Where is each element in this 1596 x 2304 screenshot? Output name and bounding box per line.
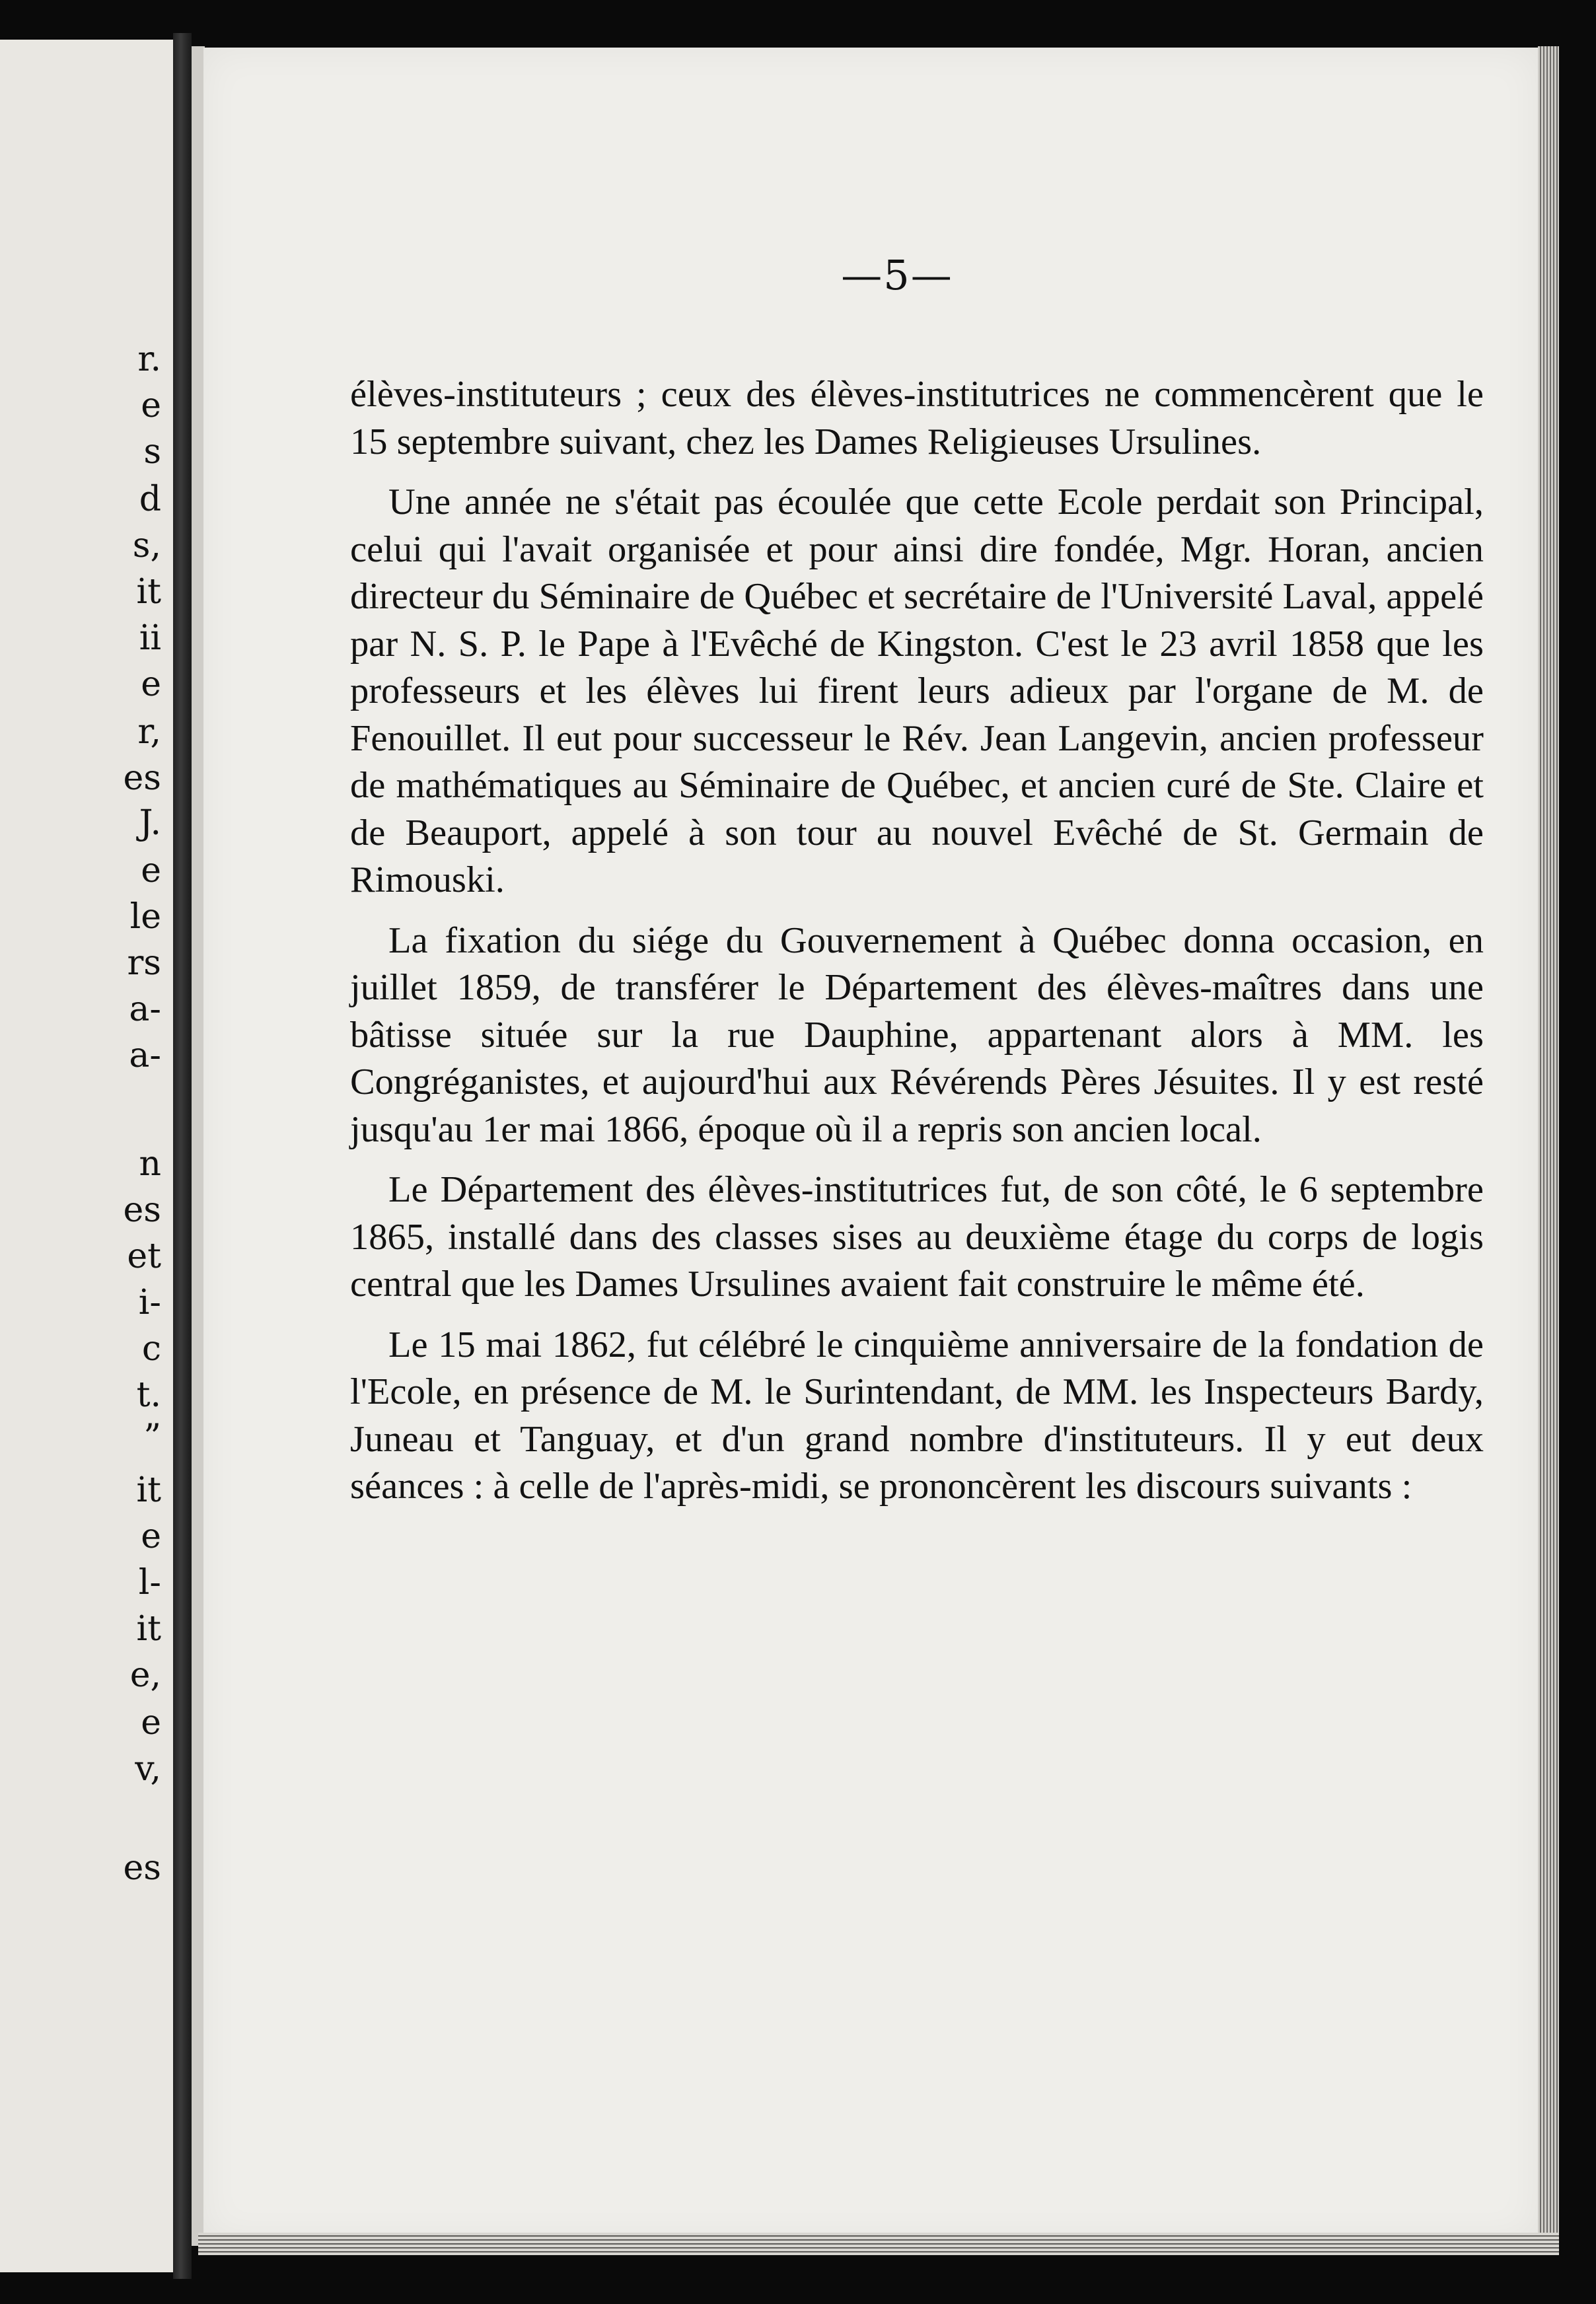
left-fragment: r,: [137, 712, 161, 752]
book-page: [203, 48, 1538, 2241]
left-fragment: ”: [143, 1418, 161, 1457]
book-gutter: [173, 33, 192, 2279]
paragraph: Le Département des élèves-institutrices fut, de son côté, le 6 septembre 1865, installé dans des classes sises au deuxième étage du corps de logis central que les Dames Ursulines avaient fait construire le même été.: [350, 1169, 1484, 1305]
left-fragment: ii: [139, 618, 161, 658]
left-fragment: d: [139, 480, 161, 519]
left-fragment: it: [136, 572, 161, 612]
left-fragment: e,: [129, 1655, 161, 1695]
page-number: —5—: [841, 251, 953, 299]
left-fragment: es: [123, 758, 161, 798]
left-fragment: i-: [138, 1283, 161, 1322]
left-fragment: it: [136, 1609, 161, 1649]
paragraph: Le 15 mai 1862, fut célébré le cinquième anniversaire de la fondation de l'Ecole, en présence de M. le Surintendant, de MM. les Inspecteurs Bardy, Juneau et Tanguay, et d'un grand nombre d'instituteurs. Il y eut deux séances : à celle de l'après-midi, se prononcèrent les discours suivants :: [350, 1324, 1484, 1507]
left-fragment: n: [139, 1144, 161, 1184]
left-fragment: et: [127, 1237, 161, 1276]
left-fragment: r.: [137, 340, 161, 379]
left-fragment: t.: [136, 1375, 161, 1415]
left-fragment: l-: [138, 1563, 161, 1602]
left-fragment: J.: [139, 803, 161, 843]
left-fragment: it: [136, 1470, 161, 1510]
paragraph: Une année ne s'était pas écoulée que cette Ecole perdait son Principal, celui qui l'avait organisée et pour ainsi dire fondée, Mgr. Horan, ancien directeur du Séminaire de Québec et secrétaire de l'Université Laval, appelé par N. S. P. le Pape à l'Evêché de Kingston. C'est le 23 avril 1858 que les professeurs et les élèves lui firent leurs adieux par l'organe de M. de Fenouillet. Il eut pour successeur le Rév. Jean Langevin, ancien professeur de mathématiques au Séminaire de Québec, et ancien curé de Ste. Claire et de Beauport, appelé à son tour au nouvel Evêché de St. Germain de Rimouski.: [350, 482, 1484, 900]
left-fragment: rs: [127, 943, 161, 983]
left-fragment: a-: [129, 990, 161, 1029]
left-fragment: le: [129, 897, 161, 937]
left-fragment: e: [141, 1517, 161, 1556]
page-bottom-edge: [198, 2233, 1559, 2255]
facing-page-fragment: [0, 40, 173, 2272]
paragraph: La fixation du siége du Gouvernement à Québec donna occasion, en juillet 1859, de transférer le Département des élèves-maîtres dans une bâtisse située sur la rue Dauphine, appartenant alors à MM. les Congréganistes, et aujourd'hui aux Révérends Pères Jésuites. Il y est resté jusqu'au 1er mai 1866, époque où il a repris son ancien local.: [350, 919, 1484, 1150]
left-fragment: a-: [129, 1036, 161, 1075]
left-fragment: v,: [135, 1749, 161, 1789]
left-fragment: s: [143, 432, 161, 472]
left-fragment: s,: [132, 526, 161, 565]
page-body: [350, 371, 1484, 1511]
left-fragment: e: [141, 665, 161, 704]
left-fragment: es: [123, 1848, 161, 1888]
left-fragment: e: [141, 1703, 161, 1743]
left-fragment: e: [141, 386, 161, 425]
left-fragment: c: [141, 1329, 161, 1369]
left-fragment: es: [123, 1190, 161, 1230]
paragraph: élèves-instituteurs ; ceux des élèves-institutrices ne commencèrent que le 15 septembre suivant, chez les Dames Religieuses Ursulines.: [350, 374, 1484, 462]
left-fragment: e: [141, 851, 161, 890]
gutter-margin: [192, 46, 205, 2246]
page-stack-edge: [1538, 46, 1559, 2252]
